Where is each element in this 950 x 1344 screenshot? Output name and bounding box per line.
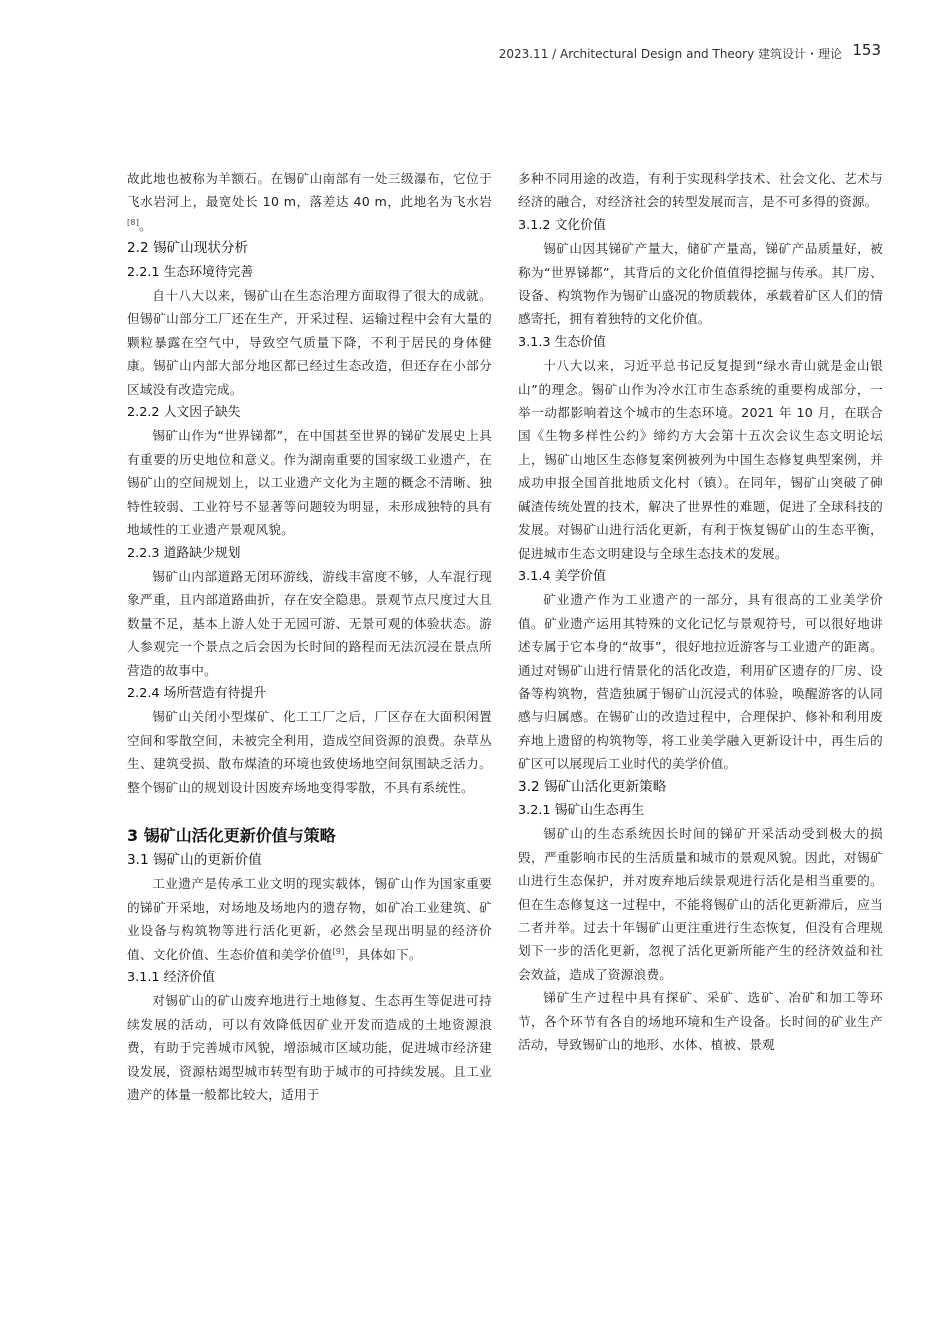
subsection-heading-2-2-4: 2.2.4 场所营造有待提升 bbox=[127, 685, 267, 701]
subsection-heading-3-1-3: 3.1.3 生态价值 bbox=[518, 334, 606, 350]
paragraph: 锡矿山关闭小型煤矿、化工工厂之后，厂区存在大面积闲置空间和零散空间，未被完全利用，造成空间资源的浪费。杂草丛生、建筑受损、散布煤渣的环境也致使场地空间氛围缺乏活力。整个锡矿山的规划设计因废弃场地变得零散，不具有系统性。 bbox=[127, 709, 492, 795]
page-number: 153 bbox=[852, 41, 881, 59]
paragraph: 对锡矿山的矿山废弃地进行土地修复、生态再生等促进可持续发展的活动，可以有效降低因矿业开发而造成的土地资源浪费，有助于完善城市风貌，增添城市区域功能，促进城市经济建设发展，资源枯竭型城市转型有助于城市的可持续发展。且工业遗产的体量一般都比较大，适用于 bbox=[127, 993, 492, 1103]
subsection-heading-2-2-1: 2.2.1 生态环境待完善 bbox=[127, 264, 254, 280]
paragraph: 锡矿山内部道路无闭环游线，游线丰富度不够，人车混行现象严重，且内部道路曲折，存在安全隐患。景观节点尺度过大且数量不足，基本上游人处于无园可游、无景可观的体验状态。游人参观完一个景点之后会因为长时间的路程而无法沉浸在景点所营造的故事中。 bbox=[127, 568, 492, 678]
subsection-heading-2-2-3: 2.2.3 道路缺少规划 bbox=[127, 545, 241, 561]
chapter-heading-3: 3 锡矿山活化更新价值与策略 bbox=[127, 825, 336, 845]
subsection-heading-3-1-2: 3.1.2 文化价值 bbox=[518, 217, 606, 233]
paragraph: 锑矿生产过程中具有探矿、采矿、选矿、冶矿和加工等环节，各个环节有各自的场地环境和生产设备。长时间的矿业生产活动，导致锡矿山的地形、水体、植被、景观 bbox=[518, 990, 883, 1053]
subsection-heading-3-1-1: 3.1.1 经济价值 bbox=[127, 970, 215, 985]
paragraph: 锡矿山的生态系统因长时间的锑矿开采活动受到极大的损毁，严重影响市民的生活质量和城市的景观风貌。因此，对锡矿山进行生态保护，并对废弃地后续景观进行活化是相当重要的。但在生态修复这一过程中，不能将锡矿山的活化更新滞后，应当二者并举。过去十年锡矿山更注重进行生态恢复，但没有合理规划下一步的活化更新，忽视了活化更新所能产生的经济效益和社会效益，造成了资源浪费。 bbox=[518, 826, 883, 982]
paragraph: 锡矿山作为“世界锑都”，在中国甚至世界的锑矿发展史上具有重要的历史地位和意义。作为湖南重要的国家级工业遗产，在锡矿山的空间规划上，以工业遗产文化为主题的概念不清晰、独特性较弱、工业符号不显著等问题较为明显，未形成独特的具有地域性的工业遗产景观风貌。 bbox=[127, 428, 492, 538]
paragraph: 工业遗产是传承工业文明的现实载体，锡矿山作为国家重要的锑矿开采地，对场地及场地内的遗存物，如矿冶工业建筑、矿业设备与构筑物等进行活化更新，必然会呈现出明显的经济价值、文化价值、生态价值和美学价值[9]，具体如下。 bbox=[127, 876, 492, 962]
paragraph: 矿业遗产作为工业遗产的一部分，具有很高的工业美学价值。矿业遗产运用其特殊的文化记忆与景观符号，可以很好地讲述专属于它本身的“故事”，很好地拉近游客与工业遗产的距离。通过对锡矿山进行情景化的活化改造，利用矿区遗存的厂房、设备等构筑物，营造独属于锡矿山沉浸式的体验，唤醒游客的认同感与归属感。在锡矿山的改造过程中，合理保护、修补和利用废弃地上遗留的构筑物等，将工业美学融入更新设计中，再生后的矿区可以展现后工业时代的美学价值。 bbox=[518, 592, 883, 772]
paragraph: 十八大以来，习近平总书记反复提到“绿水青山就是金山银山”的理念。锡矿山作为冷水江市生态系统的重要构成部分，一举一动都影响着这个城市的生态环境。2021 年 10 月，在联合国《生物多样性公约》缔约方大会第十五次会议生态文明论坛上，锡矿山地区生态修复案例被列为中国生态修复典型案例，并成功申报全国首批地质文化村（镇）。在同年，锡矿山突破了砷碱渣传统处置的技术，解决了世界性的难题，促进了全球科技的发展。对锡矿山进行活化更新，有利于恢复锡矿山的生态平衡，促进城市生态文明建设与全球生态技术的发展。 bbox=[518, 358, 883, 561]
journal-meta: 2023.11 / Architectural Design and Theory 建筑设计・理论 bbox=[498, 47, 842, 61]
subsection-heading-3-1-4: 3.1.4 美学价值 bbox=[518, 568, 606, 584]
citation-ref[interactable]: [9] bbox=[332, 946, 345, 956]
paragraph-continued: 故此地也被称为羊额石。在锡矿山南部有一处三级瀑布，它位于飞水岩河上，最宽处长 10 m，落差达 40 m，此地名为飞水岩[8]。 bbox=[127, 171, 492, 233]
page-header bbox=[0, 40, 950, 64]
subsection-heading-3-2-1: 3.2.1 锡矿山生态再生 bbox=[518, 802, 645, 818]
citation-ref[interactable]: [8] bbox=[127, 217, 140, 227]
left-column bbox=[127, 167, 492, 1106]
right-column bbox=[518, 167, 883, 1056]
paragraph: 锡矿山因其锑矿产量大，储矿产量高，锑矿产品质量好，被称为“世界锑都”，其背后的文化价值值得挖掘与传承。其厂房、设备、构筑物作为锡矿山盛况的物质载体，承载着矿区人们的情感寄托，拥有着独特的文化价值。 bbox=[518, 241, 883, 327]
section-heading-3-2: 3.2 锡矿山活化更新策略 bbox=[518, 778, 667, 795]
subsection-heading-2-2-2: 2.2.2 人文因子缺失 bbox=[127, 405, 241, 421]
paragraph: 自十八大以来，锡矿山在生态治理方面取得了很大的成就。但锡矿山部分工厂还在生产，开采过程、运输过程中会有大量的颗粒暴露在空气中，导致空气质量下降，不利于居民的身体健康。锡矿山内部大部分地区都已经过生态改造，但还存在小部分区域没有改造完成。 bbox=[127, 288, 492, 397]
paragraph-continued: 多种不同用途的改造，有利于实现科学技术、社会文化、艺术与经济的融合，对经济社会的转型发展而言，是不可多得的资源。 bbox=[518, 171, 883, 210]
section-heading-3-1: 3.1 锡矿山的更新价值 bbox=[127, 851, 262, 868]
section-heading-2-2: 2.2 锡矿山现状分析 bbox=[127, 240, 249, 257]
